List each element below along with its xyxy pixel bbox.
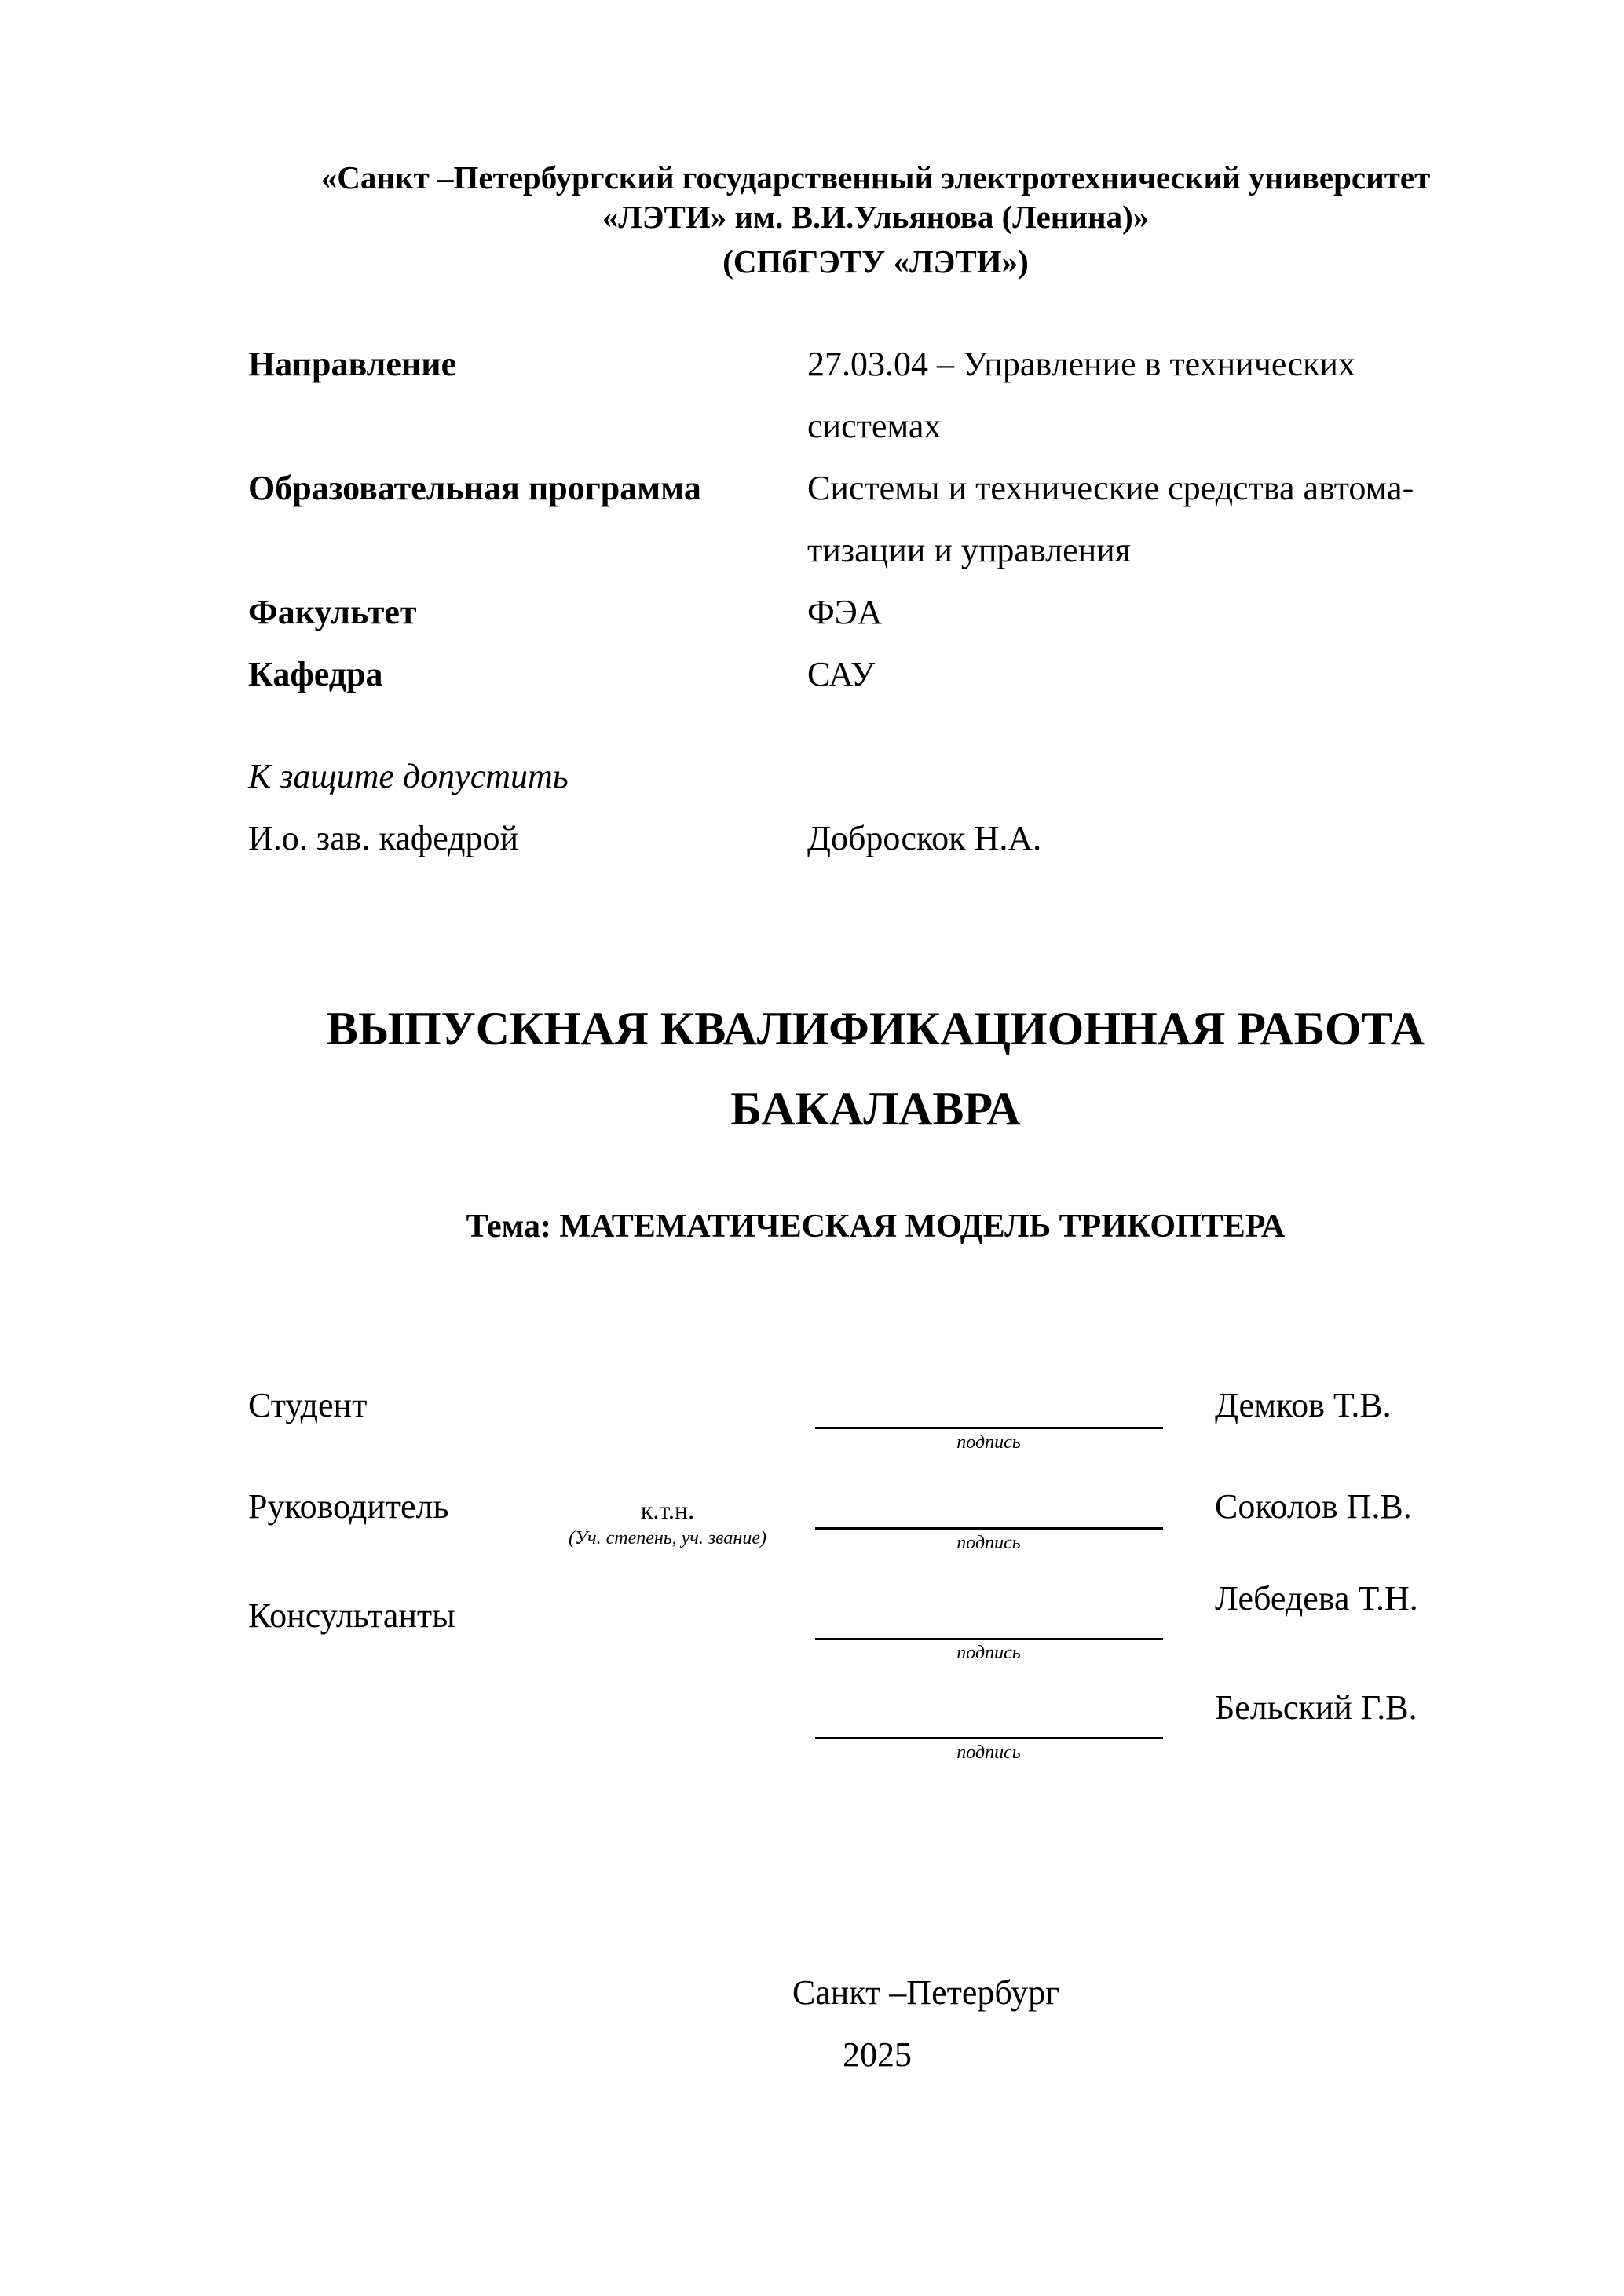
consultants-label: Консультанты — [248, 1596, 455, 1635]
department-label: Кафедра — [248, 655, 383, 693]
direction-value-line-1: 27.03.04 – Управление в технических — [807, 345, 1355, 383]
header-line-2: «ЛЭТИ» им. В.И.Ульянова (Ленина)» — [602, 199, 1150, 235]
supervisor-label: Руководитель — [248, 1487, 449, 1526]
consultant-1-signature-line — [815, 1638, 1163, 1640]
consultant-1-signature-caption: подпись — [956, 1643, 1021, 1663]
student-signature-caption: подпись — [956, 1432, 1021, 1453]
theme: Тема: МАТЕМАТИЧЕСКАЯ МОДЕЛЬ ТРИКОПТЕРА — [466, 1208, 1286, 1245]
approval-note: К защите допустить — [248, 757, 569, 795]
faculty-label: Факультет — [248, 593, 417, 631]
faculty-value: ФЭА — [807, 593, 883, 631]
supervisor-signature-caption: подпись — [956, 1533, 1021, 1553]
direction-label: Направление — [248, 345, 457, 383]
student-name: Демков Т.В. — [1215, 1386, 1392, 1424]
program-value-line-2: тизации и управления — [807, 531, 1131, 569]
header-line-1: «Санкт –Петербургский государственный электротехнический университет — [320, 159, 1431, 196]
document-title-line-2: БАКАЛАВРА — [730, 1083, 1021, 1135]
student-signature-line — [815, 1427, 1163, 1429]
consultant-2-name: Бельский Г.В. — [1215, 1688, 1417, 1727]
department-value: САУ — [807, 655, 876, 693]
program-value-line-1: Системы и технические средства автома- — [807, 469, 1414, 507]
supervisor-signature-line — [815, 1527, 1163, 1530]
supervisor-degree: к.т.н. — [640, 1496, 695, 1524]
document-title-line-1: ВЫПУСКНАЯ КВАЛИФИКАЦИОННАЯ РАБОТА — [327, 1003, 1425, 1055]
footer-city: Санкт –Петербург — [792, 1973, 1060, 2012]
supervisor-name: Соколов П.В. — [1215, 1487, 1412, 1526]
student-label: Студент — [248, 1386, 368, 1424]
approval-name: Доброскок Н.А. — [807, 819, 1042, 857]
footer-year: 2025 — [843, 2035, 912, 2074]
consultant-2-signature-line — [815, 1737, 1163, 1739]
direction-value-line-2: системах — [807, 407, 942, 445]
program-label: Образовательная программа — [248, 469, 701, 507]
consultant-1-name: Лебедева Т.Н. — [1215, 1579, 1418, 1618]
header-line-3: (СПбГЭТУ «ЛЭТИ») — [722, 243, 1029, 280]
approval-role: И.о. зав. кафедрой — [248, 819, 519, 857]
degree-caption: (Уч. степень, уч. звание) — [569, 1528, 766, 1548]
consultant-2-signature-caption: подпись — [956, 1742, 1021, 1763]
